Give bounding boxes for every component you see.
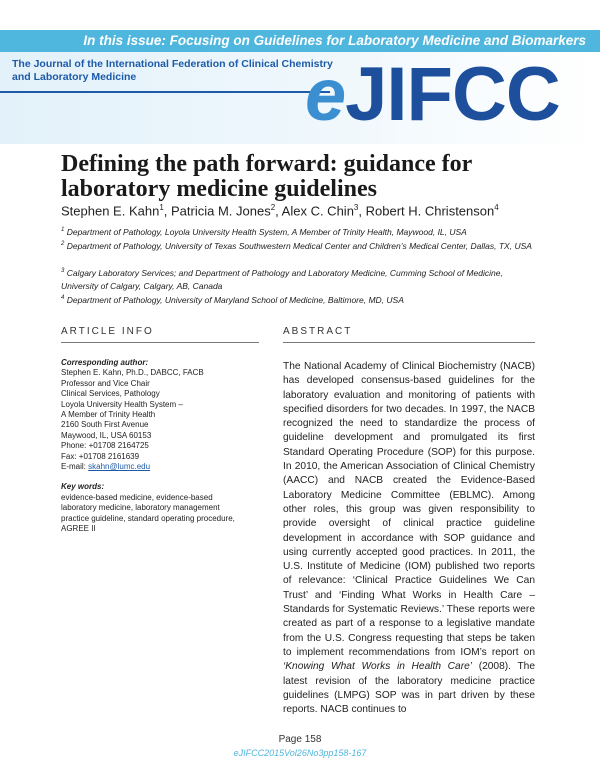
affiliation: $^1$ Department of Pathology, Loyola University Health System, A Member of Trinity Health, Maywood, IL, USA <box>61 226 467 237</box>
journal-underline <box>0 91 330 93</box>
corresponding-line: Loyola University Health System – <box>61 399 183 409</box>
corresponding-line: Clinical Services, Pathology <box>61 389 160 399</box>
corresponding-line: Stephen E. Kahn, Ph.D., DABCC, FACB <box>61 368 204 378</box>
email-link[interactable]: skahn@lumc.edu <box>88 462 151 472</box>
page-number: Page 158 <box>278 734 322 745</box>
corresponding-line: Phone: +01708 2164725 <box>61 441 149 451</box>
abstract-heading: ABSTRACT <box>283 326 353 337</box>
corresponding-author-label: Corresponding author: <box>61 358 149 367</box>
author-list: Stephen E. Kahn$^1$, Patricia M. Jones$^2$, Alex C. Chin$^3$, Robert H. Christenson$^4$ <box>61 203 499 219</box>
author-name: Stephen E. Kahn <box>61 203 160 219</box>
affiliation: $^4$ Department of Pathology, University of Maryland School of Medicine, Baltimore, MD, USA <box>61 294 404 305</box>
abstract-text: The National Academy of Clinical Biochemistry (NACB) has developed consensus-based guidelines for the laboratory evaluation and monitoring of patients with specified disorders for two decades. In 1997, the NACB recognized the need to standardize the process of guideline development and promulgated its first Standard Operating Procedure (SOP) for this purpose. In 2010, the American Association of Clinical Chemistry (AACC) and NACB created the Evidence-Based Laboratory Medicine Committee (EBLMC). Among other roles, this group was given responsibility to provide oversight of clinical practice guideline development in accordance with SOP guidance and using currently accepted good practices. In 2011, the U.S. Institute of Medicine (IOM) published two reports of relevance: ‘Clinical Practice Guidelines We Can Trust’ and ‘Finding What Works in Health Care – Standards for Systematic Reviews.’ These reports were created as part of a response to a legislative mandate from the U.S. Congress requesting that steps be taken to implement recommendations from IOM’s report on ‘Knowing What Works in Health Care’ (2008). The latest revision of the laboratory medicine practice guidelines (LMPG) SOP was in part driven by these reports. NACB continues to <box>283 361 536 716</box>
author-name: Patricia M. Jones <box>171 203 271 219</box>
corresponding-line: Fax: +01708 2161639 <box>61 451 140 461</box>
author-name: Robert H. Christenson <box>365 203 495 219</box>
abstract-rule <box>283 342 535 343</box>
corresponding-line: Maywood, IL, USA 60153 <box>61 430 152 440</box>
citation-ref: eJIFCC2015Vol26No3pp158-167 <box>233 748 367 758</box>
affiliation: $^3$ Calgary Laboratory Services; and Department of Pathology and Laboratory Medicine, Cumming School of Medicine, University of Calgary, Calgary, AB, Canada <box>61 267 503 291</box>
corresponding-line: 2160 South First Avenue <box>61 420 149 430</box>
issue-banner <box>0 30 600 52</box>
corresponding-line: Professor and Vice Chair <box>61 378 150 388</box>
author-name: Alex C. Chin <box>281 203 354 219</box>
article-info <box>61 358 241 535</box>
keywords-label: Key words: <box>61 482 105 492</box>
ejifcc-logo: eJIFCC <box>305 52 560 137</box>
article-title: Defining the path forward: guidance for laboratory medicine guidelines <box>61 151 472 202</box>
issue-banner-text: In this issue: Focusing on Guidelines for Laboratory Medicine and Biomarkers <box>83 33 586 48</box>
affiliation: $^2$ Department of Pathology, University of Texas Southwestern Medical Center and Children’s Medical Center, Dallas, TX, USA <box>61 240 532 251</box>
corresponding-line: A Member of Trinity Health <box>61 410 156 420</box>
article-info-heading: ARTICLE INFO <box>61 326 154 337</box>
journal-name: The Journal of the International Federation of Clinical Chemistry and Laboratory Medicine <box>12 58 333 83</box>
article-info-rule <box>61 342 259 343</box>
keywords: evidence-based medicine, evidence-based laboratory medicine, laboratory management practice guideline, standard operating procedure, AGREE II <box>61 492 235 534</box>
email-line: E-mail: skahn@lumc.edu <box>61 462 151 472</box>
